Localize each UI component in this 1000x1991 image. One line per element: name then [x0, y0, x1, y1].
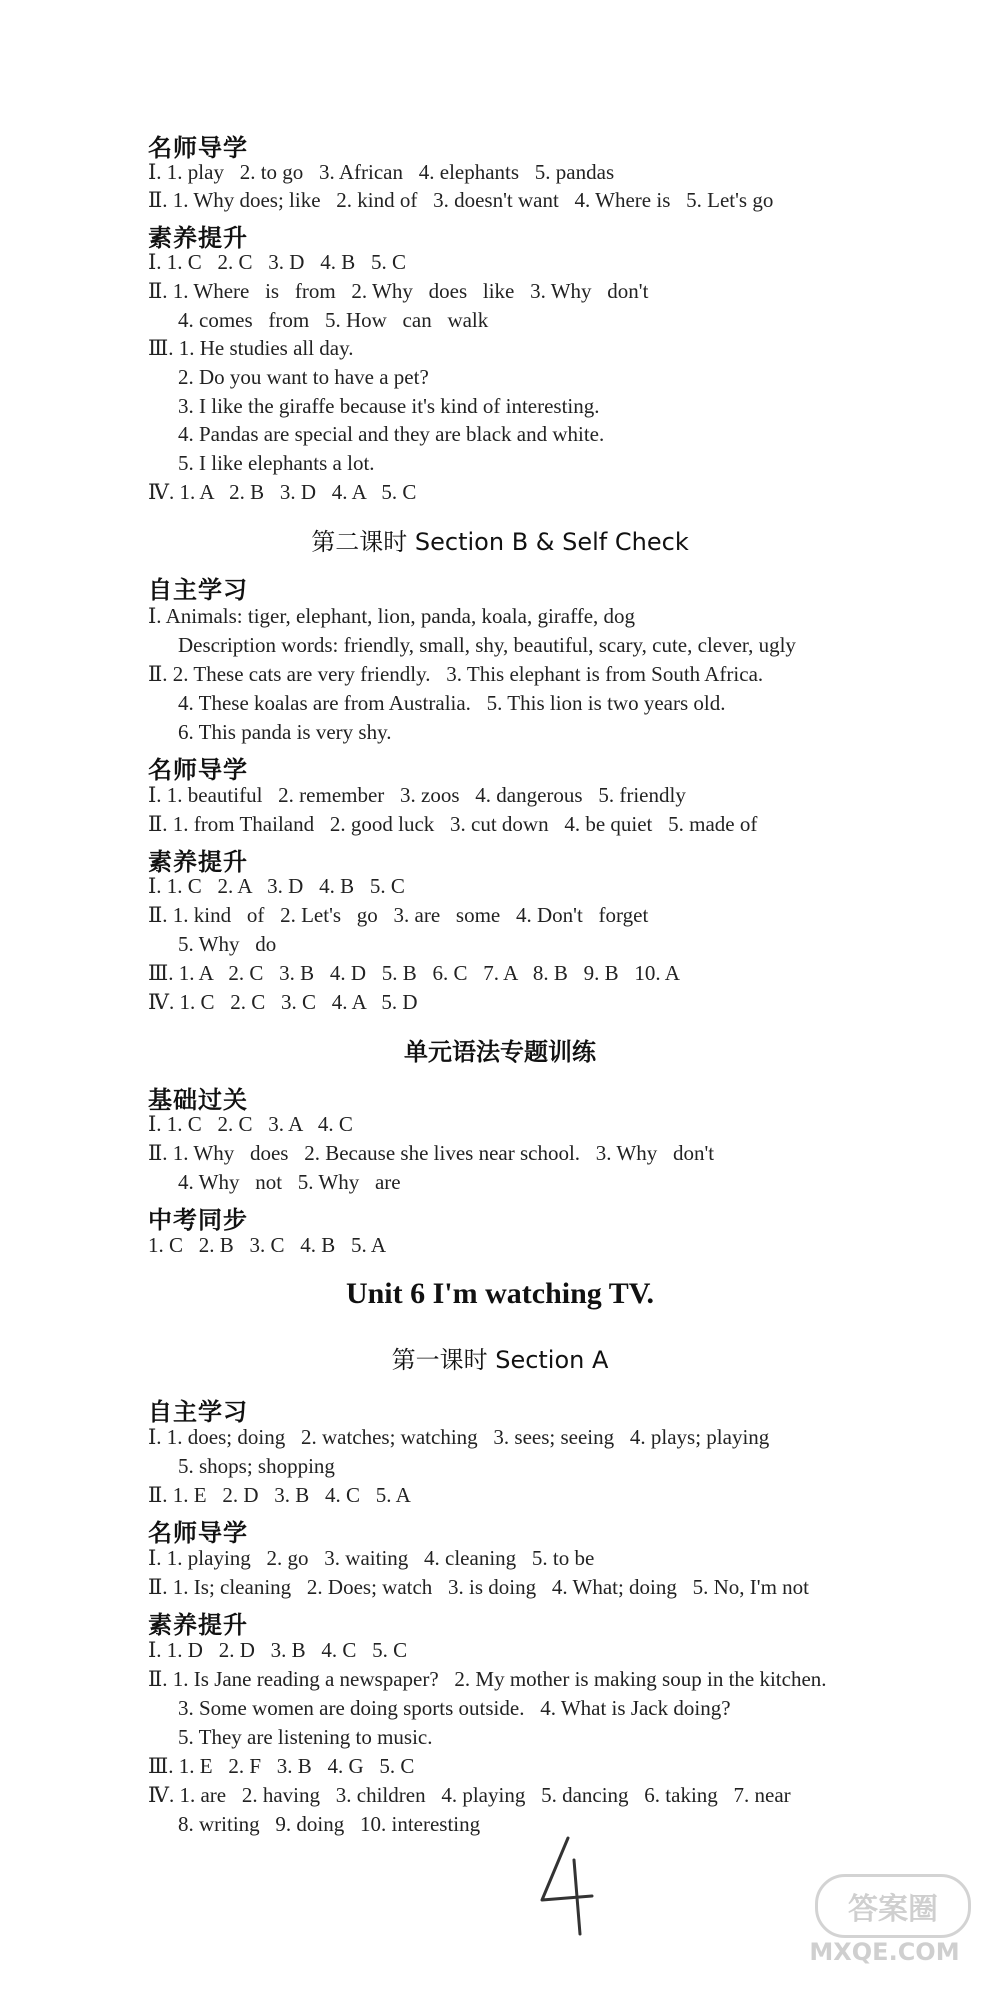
section-heading: 素养提升	[148, 848, 248, 876]
answer-line: Ⅰ. 1. C 2. C 3. A 4. C	[148, 1112, 353, 1136]
answer-line: Ⅰ. 1. play 2. to go 3. African 4. elephants 5. pandas	[148, 160, 615, 184]
answer-line: 8. writing 9. doing 10. interesting	[178, 1812, 481, 1836]
section-heading: 基础过关	[148, 1086, 248, 1114]
answer-line: 1. C 2. B 3. C 4. B 5. A	[148, 1233, 387, 1257]
answer-line: Ⅱ. 1. Why does; like 2. kind of 3. doesn't want 4. Where is 5. Let's go	[148, 188, 774, 212]
answer-line: Ⅳ. 1. are 2. having 3. children 4. playing 5. dancing 6. taking 7. near	[148, 1783, 791, 1807]
answer-line: 4. Pandas are special and they are black and white.	[178, 422, 605, 446]
answer-line: Ⅱ. 1. Is; cleaning 2. Does; watch 3. is doing 4. What; doing 5. No, I'm not	[148, 1575, 810, 1599]
answer-line: Ⅱ. 2. These cats are very friendly. 3. This elephant is from South Africa.	[148, 662, 764, 686]
answer-line: Ⅲ. 1. A 2. C 3. B 4. D 5. B 6. C 7. A 8. B 9. B 10. A	[148, 961, 680, 985]
lesson-title: 第二课时 Section B & Self Check	[311, 528, 689, 556]
answer-line: Ⅲ. 1. E 2. F 3. B 4. G 5. C	[148, 1754, 415, 1778]
answer-line: Ⅰ. 1. C 2. A 3. D 4. B 5. C	[148, 874, 405, 898]
lesson-title: 第一课时 Section A	[391, 1346, 609, 1374]
answer-line: 4. Why not 5. Why are	[178, 1170, 401, 1194]
answer-line: Ⅰ. 1. D 2. D 3. B 4. C 5. C	[148, 1638, 408, 1662]
section-heading: 自主学习	[148, 1398, 248, 1426]
section-heading: 自主学习	[148, 576, 248, 604]
answer-line: 2. Do you want to have a pet?	[178, 365, 429, 389]
handwritten-page-number	[530, 1830, 610, 1940]
answer-line: Ⅱ. 1. Is Jane reading a newspaper? 2. My mother is making soup in the kitchen.	[148, 1667, 827, 1691]
watermark-text: MXQE.COM	[809, 1938, 960, 1966]
answer-line: 5. I like elephants a lot.	[178, 451, 375, 475]
answer-line: Ⅱ. 1. Where is from 2. Why does like 3. Why don't	[148, 279, 649, 303]
section-heading: 名师导学	[148, 1519, 248, 1547]
answer-line: Ⅰ. 1. playing 2. go 3. waiting 4. cleaning 5. to be	[148, 1546, 595, 1570]
watermark	[797, 1874, 972, 1969]
answer-line: 5. They are listening to music.	[178, 1725, 433, 1749]
answer-line: 3. I like the giraffe because it's kind of interesting.	[178, 394, 600, 418]
answer-line: Ⅰ. Animals: tiger, elephant, lion, panda, koala, giraffe, dog	[148, 604, 636, 628]
section-heading: 素养提升	[148, 224, 248, 252]
section-heading: 名师导学	[148, 134, 248, 162]
answer-line: 5. Why do	[178, 932, 277, 956]
answer-line: Ⅱ. 1. kind of 2. Let's go 3. are some 4. Don't forget	[148, 903, 649, 927]
answer-line: Ⅰ. 1. does; doing 2. watches; watching 3. sees; seeing 4. plays; playing	[148, 1425, 770, 1449]
section-heading: 名师导学	[148, 756, 248, 784]
answer-line: Ⅱ. 1. from Thailand 2. good luck 3. cut down 4. be quiet 5. made of	[148, 812, 758, 836]
grammar-title: 单元语法专题训练	[404, 1038, 596, 1066]
answer-line: 6. This panda is very shy.	[178, 720, 392, 744]
answer-line: Ⅲ. 1. He studies all day.	[148, 336, 354, 360]
answer-line: Ⅱ. 1. Why does 2. Because she lives near school. 3. Why don't	[148, 1141, 715, 1165]
answer-line: Ⅰ. 1. beautiful 2. remember 3. zoos 4. dangerous 5. friendly	[148, 783, 686, 807]
answer-line: Ⅳ. 1. C 2. C 3. C 4. A 5. D	[148, 990, 418, 1014]
answer-line: Description words: friendly, small, shy, beautiful, scary, cute, clever, ugly	[178, 633, 796, 657]
answer-line: 5. shops; shopping	[178, 1454, 335, 1478]
unit-title: Unit 6 I'm watching TV.	[345, 1277, 655, 1310]
answer-line: Ⅰ. 1. C 2. C 3. D 4. B 5. C	[148, 250, 406, 274]
answer-line: Ⅱ. 1. E 2. D 3. B 4. C 5. A	[148, 1483, 411, 1507]
section-heading: 中考同步	[148, 1206, 248, 1234]
watermark-logo: 答案圈	[815, 1874, 971, 1938]
answer-line: Ⅳ. 1. A 2. B 3. D 4. A 5. C	[148, 480, 417, 504]
answer-line: 4. comes from 5. How can walk	[178, 308, 489, 332]
answer-line: 4. These koalas are from Australia. 5. This lion is two years old.	[178, 691, 726, 715]
section-heading: 素养提升	[148, 1611, 248, 1639]
answer-line: 3. Some women are doing sports outside. 4. What is Jack doing?	[178, 1696, 731, 1720]
